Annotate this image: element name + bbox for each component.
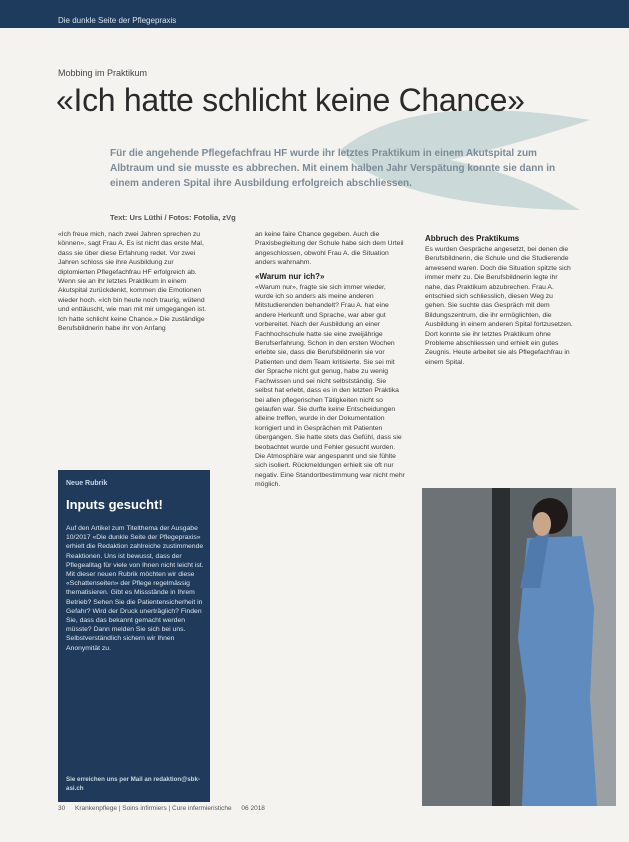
sidebar-body: Auf den Artikel zum Titelthema der Ausgabe 10/2017 «Die dunkle Seite der Pflegepraxis» erhielt die Redaktion zahlreiche zustimmende Reaktionen. Uns ist bewusst, dass der Pflegealltag für viele von Ihnen nicht leicht ist. Mit dieser neuen Rubrik möchten wir diese «Schattenseiten» der Pflege regelmässig thematisieren. Gibt es Missstände in Ihrem Betrieb? Sehen Sie die Patientensicherheit in Gefahr? Wird der Druck unerträglich? Finden Sie, dass das bekannt gemacht werden müsste? Dann melden Sie sich bei uns. Selbstverständlich sichern wir Ihnen Anonymität zu.	[66, 525, 204, 652]
column-3-text: Es wurden Gespräche angesetzt, bei denen die Berufsbildnerin, die Schule und die Studierende anwesend waren. Doch die Situation spitzte sich immer mehr zu. Die Berufsbildnerin legte ihr nahe, das Praktikum abzubrechen. Frau A. entschied sich schliesslich, diesen Weg zu gehen. Sie suchte das Gespräch mit dem Bildungszentrum, die ihr ermöglichten, die Ausbildung in einem anderen Spital fortzusetzen. Dort konnte sie ihr letztes Praktikum ohne Probleme abschliessen und erhielt ein gutes Zeugnis. Heute arbeitet sie als Pflegefachfrau in einem Spital.	[425, 246, 573, 366]
page-footer	[58, 805, 273, 812]
issue-number: 06 2018	[241, 805, 265, 812]
article-lead: Für die angehende Pflegefachfrau HF wurde ihr letztes Praktikum in einem Akutspital zum Albtraum und sie musste es abbrechen. Mit einem halben Jahr Verspätung konnte sie dann in einem anderen Spital ihre Ausbildung erfolgreich abschliessen.	[110, 148, 556, 189]
sidebar-label: Neue Rubrik	[66, 480, 108, 487]
article-column-3	[425, 230, 575, 367]
article-byline: Text: Urs Lüthi / Fotos: Fotolia, zVg	[110, 213, 236, 222]
article-photo	[422, 488, 616, 806]
article-column-1	[58, 230, 208, 333]
column-2-text: an keine faire Chance gegeben. Auch die Praxisbegleitung der Schule habe sich dem Urteil angeschlossen, obwohl Frau A. die Situation anders wahrnahm.	[255, 231, 404, 267]
magazine-name: Krankenpflege | Soins infirmiers | Cure infermieristiche	[75, 805, 232, 812]
article-title: «Ich hatte schlicht keine Chance»	[56, 82, 525, 118]
column-2-heading: «Warum nur ich?»	[255, 271, 325, 281]
section-header-bar	[0, 0, 629, 28]
column-2-text-continued: «Warum nur», fragte sie sich immer wieder, wurde ich so anders als meine anderen Mitstudierenden behandelt? Frau A. hat eine andere Herkunft und Sprache, war aber gut vorbereitet. Nach der Ausbildung an einer Fachhochschule hatte sie eine zweijährige Berufserfahrung. Schon in den ersten Wochen erlebte sie, dass die Berufsbildnerin sie vor Patienten und dem Team kritisierte. Sie sei mit der Sprache nicht gut genug, habe zu wenig Fachwissen und sei nicht selbstständig. Sie selbst hat erlebt, dass es in den letzten Praktika bei allen pflegerischen Tätigkeiten nicht so gelaufen war. Sie durfte keine Entscheidungen alleine treffen, wurde in der Dokumentation korrigiert und in Gesprächen mit Patienten übergangen. Sie hatte stets das Gefühl, dass sie beobachtet wurde und Fehler gesucht wurden. Die Atmosphäre war angespannt und sie fühlte sich isoliert. Rückmeldungen erhielt sie oft nur negativ. Eine Standortbestimmung war nicht mehr möglich.	[255, 283, 405, 489]
sidebar-title: Inputs gesucht!	[66, 497, 163, 512]
article-column-2	[255, 230, 405, 490]
sidebar-box	[58, 470, 210, 802]
sidebar-contact: Sie erreichen uns per Mail an redaktion@sbk-asi.ch	[66, 776, 200, 792]
page-number: 30	[58, 805, 66, 812]
article-kicker: Mobbing im Praktikum	[58, 68, 148, 78]
column-3-heading: Abbruch des Praktikums	[425, 234, 520, 243]
section-title: Die dunkle Seite der Pflegepraxis	[58, 16, 177, 25]
column-1-text: «Ich freue mich, nach zwei Jahren sprechen zu können», sagt Frau A. Es ist nicht das erste Mal, dass sie über diese Erfahrung redet. Vor zwei Jahren schloss sie ihre Ausbildung zur diplomierten Pflegefachfrau HF erfolgreich ab. Wenn sie an ihr letztes Praktikum in einem Akutspital zurückdenkt, kommen die Emotionen wieder hoch. «Ich bin heute noch traurig, wütend und enttäuscht, wie man mit mir umgegangen ist. Ich hatte schlicht keine Chance.» Die zuständige Berufsbildnerin habe ihr von Anfang	[58, 231, 207, 333]
